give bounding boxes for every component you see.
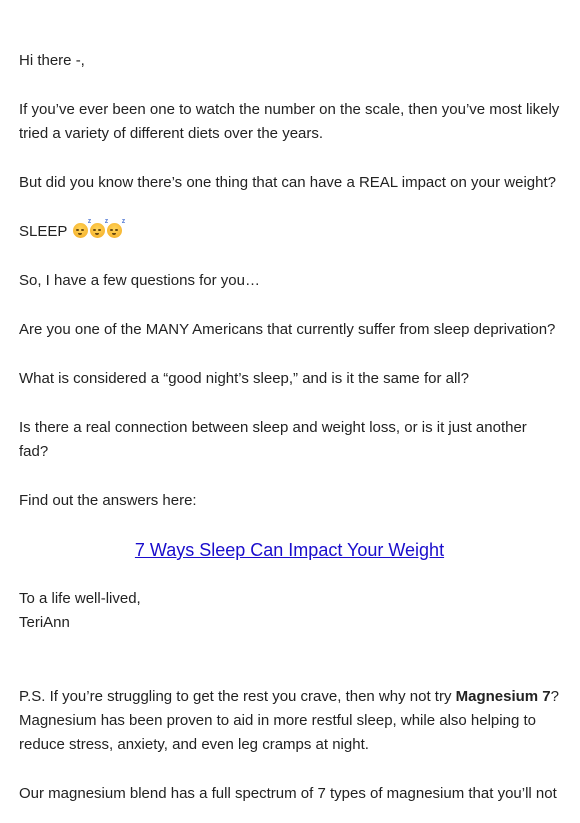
question-2: What is considered a “good night’s sleep,” and is it the same for all? [19,370,469,387]
email-body [0,49,580,823]
article-link[interactable]: 7 Ways Sleep Can Impact Your Weight [134,540,445,560]
greeting: Hi there -, [19,52,85,69]
questions-intro: So, I have a few questions for you… [19,272,260,289]
product-name: Magnesium 7 [455,688,551,705]
ps-paragraph [19,685,560,757]
question-paragraph: But did you know there’s one thing that can have a REAL impact on your weight? [19,174,556,191]
sleeping-face-icon: z [73,223,88,238]
signoff: To a life well-lived, [19,590,141,607]
sleep-word: SLEEP [19,223,68,240]
question-3: Is there a real connection between sleep and weight loss, or is it just another fad? [19,419,527,460]
question-1: Are you one of the MANY Americans that currently suffer from sleep deprivation? [19,321,556,338]
signature: TeriAnn [19,614,70,631]
ps-text-before: P.S. If you’re struggling to get the rest you crave, then why not try [19,688,456,705]
blend-paragraph: Our magnesium blend has a full spectrum of 7 types of magnesium that you’ll not [19,785,557,802]
article-link-container [19,537,560,563]
signoff-block [19,587,560,635]
sleep-line [19,220,560,244]
sleeping-face-icon: z [107,223,122,238]
ps-text-after: ? Magnesium has been proven to aid in more restful sleep, while also helping to reduce stress, anxiety, and even leg cramps at night. [19,688,559,753]
find-out-line: Find out the answers here: [19,492,197,509]
sleeping-face-icon: z [90,223,105,238]
intro-paragraph: If you’ve ever been one to watch the number on the scale, then you’ve most likely tried a variety of different diets over the years. [19,101,560,142]
